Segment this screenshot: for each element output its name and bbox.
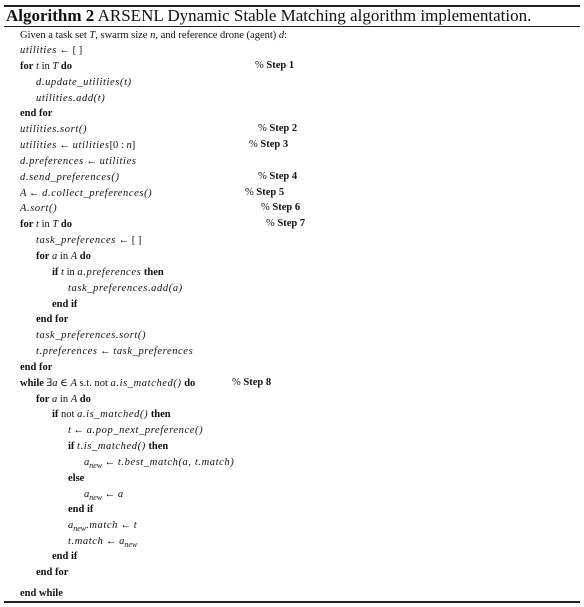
algorithm-line: for t in T do — [20, 61, 72, 72]
algorithm-line: $a_{new}$ ← t.best_match(a, t.match) — [84, 457, 235, 471]
step-comment: % Step 5 — [245, 187, 285, 198]
step-comment: % Step 6 — [261, 202, 301, 213]
algorithm-line: task_preferences.add(a) — [68, 283, 183, 294]
caption-rule — [4, 26, 580, 27]
step-comment: % Step 1 — [255, 60, 295, 71]
step-comment: % Step 7 — [266, 218, 306, 229]
algorithm-line: else — [68, 473, 85, 484]
step-comment: % Step 2 — [258, 123, 298, 134]
algorithm-title: ARSENL Dynamic Stable Matching algorithm implementation. — [97, 6, 532, 25]
algorithm-line: d.send_preferences() — [20, 172, 120, 183]
algorithm-line: task_preferences.sort() — [36, 330, 147, 341]
algorithm-line: while ∃a ∈ A s.t. not a.is_matched() do — [20, 378, 196, 389]
algorithm-line: $a_{new}$ ← a — [84, 489, 124, 503]
algorithm-line: $a_{new}.match$ ← t — [68, 520, 137, 534]
algorithm-line: end if — [52, 551, 78, 562]
step-comment: % Step 4 — [258, 171, 298, 182]
bottom-rule — [4, 601, 580, 603]
algorithm-line: for t in T do — [20, 219, 72, 230]
algorithm-line: task_preferences ← [ ] — [36, 235, 142, 246]
algorithm-line: end while — [20, 588, 63, 599]
algorithm-line: t.preferences ← task_preferences — [36, 346, 194, 357]
algorithm-line: if t in a.preferences then — [52, 267, 164, 278]
algorithm-line: d.preferences ← utilities — [20, 156, 137, 167]
algorithm-label: Algorithm 2 — [6, 6, 95, 25]
algorithm-line: end if — [68, 504, 94, 515]
algorithm-line: end for — [36, 314, 69, 325]
algorithm-line: end for — [20, 108, 53, 119]
step-comment: % Step 3 — [249, 139, 289, 150]
algorithm-line: d.update_utilities(t) — [36, 77, 132, 88]
algorithm-line: if not a.is_matched() then — [52, 409, 171, 420]
algorithm-line: utilities ← utilities[0 : n] — [20, 140, 136, 151]
algorithm-line: for a in A do — [36, 394, 91, 405]
algorithm-line: end for — [36, 567, 69, 578]
algorithm-caption — [6, 6, 531, 26]
algorithm-line: t.match ← $a_{new}$ — [68, 536, 138, 550]
algorithm-line: A.sort() — [20, 203, 58, 214]
algorithm-line: utilities.sort() — [20, 124, 88, 135]
algorithm-line: end for — [20, 362, 53, 373]
algorithm-line: A ← d.collect_preferences() — [20, 188, 153, 199]
algorithm-line: for a in A do — [36, 251, 91, 262]
algorithm-line: if t.is_matched() then — [68, 441, 169, 452]
algorithm-line: end if — [52, 299, 78, 310]
algorithm-line: utilities.add(t) — [36, 93, 106, 104]
step-comment: % Step 8 — [232, 377, 272, 388]
algorithm-line: utilities ← [ ] — [20, 45, 83, 56]
algorithm-line: Given a task set T, swarm size n, and reference drone (agent) d: — [20, 30, 288, 41]
algorithm-line: t ← a.pop_next_preference() — [68, 425, 204, 436]
